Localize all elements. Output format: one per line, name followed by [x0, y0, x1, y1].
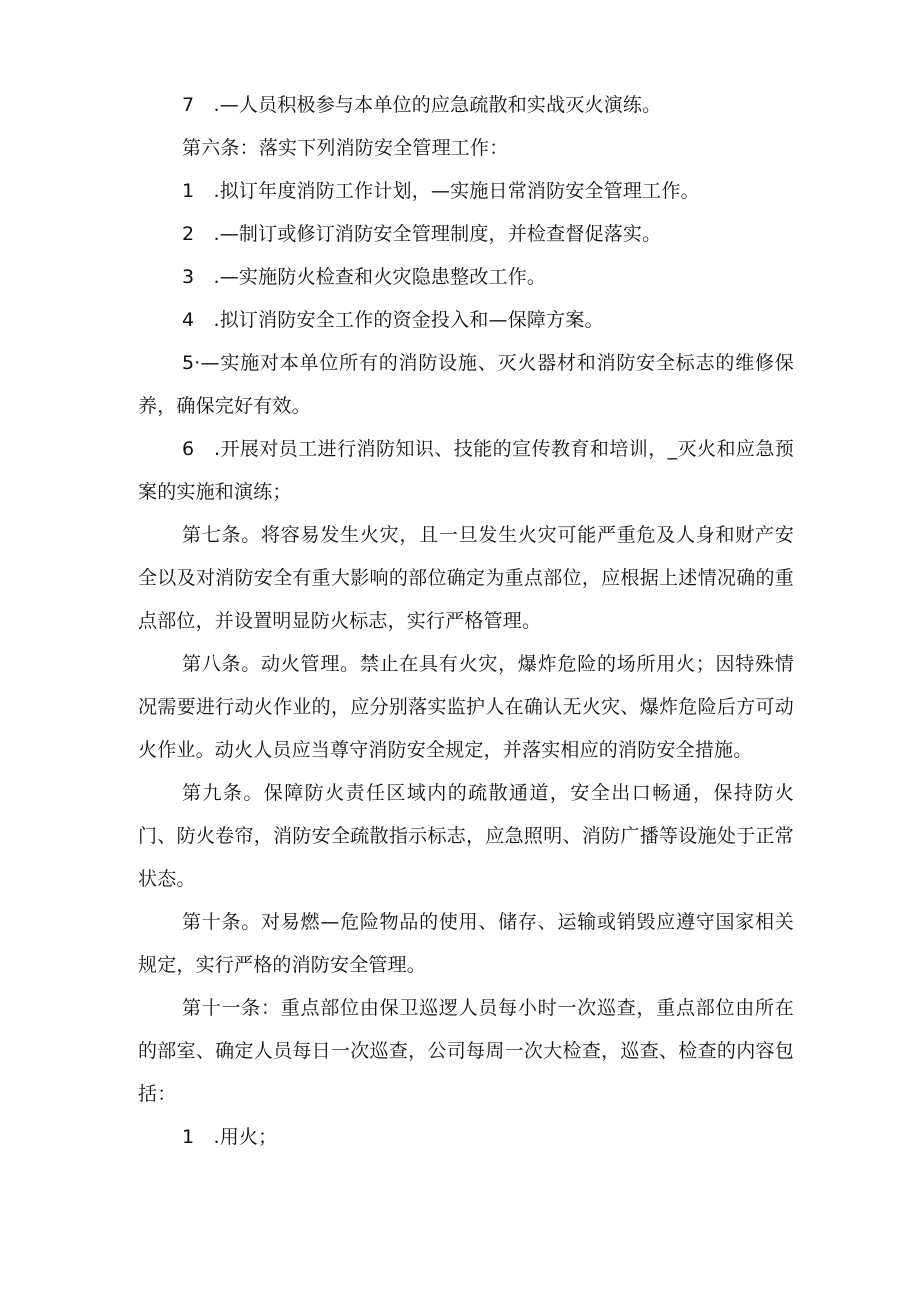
paragraph-item-7: 7 .—人员积极参与本单位的应急疏散和实战灭火演练。	[182, 94, 662, 116]
article-10-paragraph: 第十条。对易燃—危险物品的使用、储存、运输或销毁应遵守国家相关规定，实行严格的消防安全管理。	[138, 911, 794, 976]
article-11-paragraph: 第十一条：重点部位由保卫巡逻人员每小时一次巡查，重点部位由所在的部室、确定人员每日一次巡查，公司每周一次大检查，巡查、检查的内容包括：	[138, 997, 794, 1105]
document-body	[138, 84, 794, 1159]
article-7-paragraph: 第七条。将容易发生火灾，且一旦发生火灾可能严重危及人身和财产安全以及对消防安全有重大影响的部位确定为重点部位，应根据上述情况确的重点部位，并设置明显防火标志，实行严格管理。	[138, 524, 794, 632]
article-6-heading: 第六条：落实下列消防安全管理工作：	[182, 137, 509, 159]
paragraph-item-3: 3 .—实施防火检查和火灾隐患整改工作。	[182, 266, 547, 288]
inspection-item-1: 1 .用火；	[182, 1126, 278, 1148]
article-9-paragraph: 第九条。保障防火责任区域内的疏散通道，安全出口畅通，保持防火门、防火卷帘，消防安全疏散指示标志，应急照明、消防广播等设施处于正常状态。	[138, 782, 794, 890]
paragraph-item-5: 5·—实施对本单位所有的消防设施、灭火器材和消防安全标志的维修保养，确保完好有效。	[138, 352, 794, 417]
paragraph-item-1: 1 .拟订年度消防工作计划，—实施日常消防安全管理工作。	[182, 180, 700, 202]
paragraph-item-4: 4 .拟订消防安全工作的资金投入和—保障方案。	[182, 309, 604, 331]
paragraph-item-2: 2 .—制订或修订消防安全管理制度，并检查督促落实。	[182, 223, 662, 245]
article-8-paragraph: 第八条。动火管理。禁止在具有火灾，爆炸危险的场所用火；因特殊情况需要进行动火作业的，应分别落实监护人在确认无火灾、爆炸危险后方可动火作业。动火人员应当尊守消防安全规定，并落实相应的消防安全措施。	[138, 653, 794, 761]
paragraph-item-6: 6 .开展对员工进行消防知识、技能的宣传教育和培训，_灭火和应急预案的实施和演练；	[138, 438, 794, 503]
